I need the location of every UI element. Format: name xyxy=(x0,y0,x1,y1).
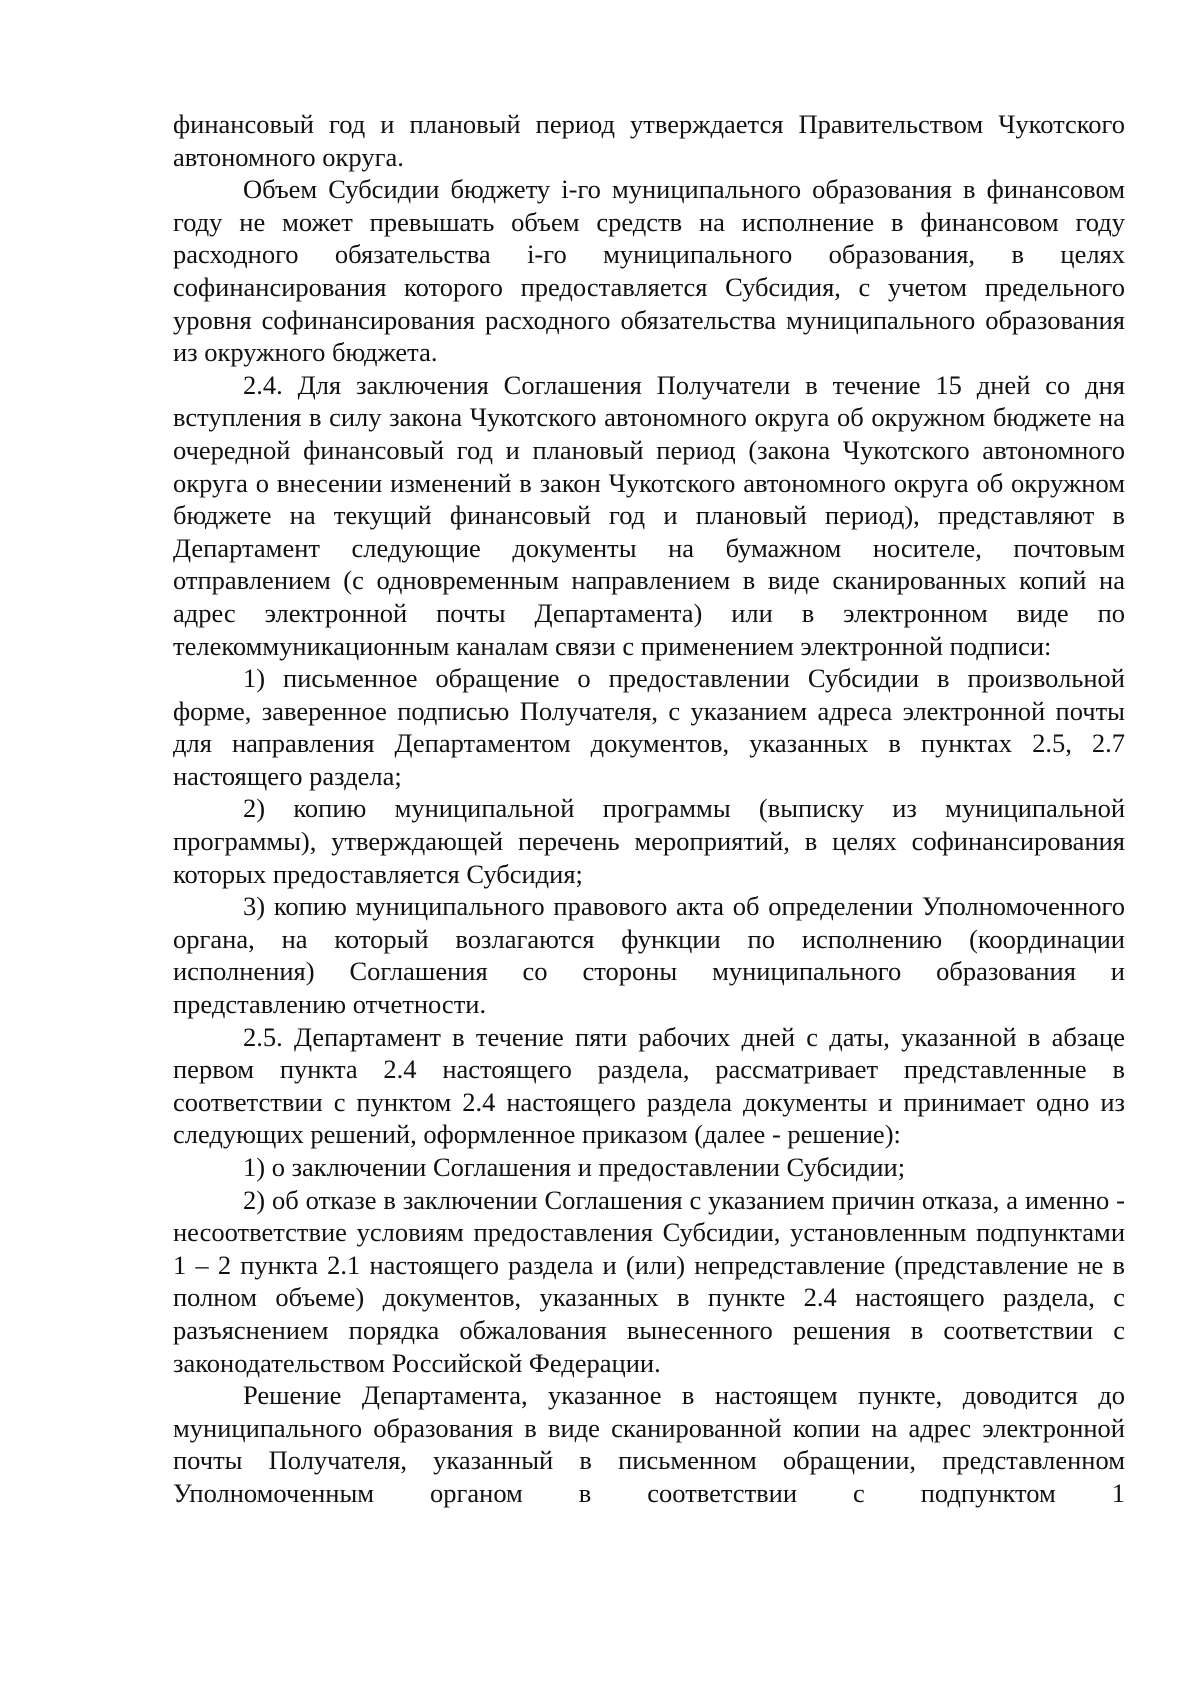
paragraph-decision-notice: Решение Департамента, указанное в настоящем пункте, доводится до муниципального образования в виде сканированной копии на адрес электронной почты Получателя, указанный в письменном обращении, представленном Уполномоченным органом в соответствии с подпунктом 1 xyxy=(173,1380,1125,1508)
document-body xyxy=(173,108,1125,1510)
paragraph-2-5: 2.5. Департамент в течение пяти рабочих дней с даты, указанной в абзаце первом пункта 2.4 настоящего раздела, рассматривает представленные в соответствии с пунктом 2.4 настоящего раздела документы и принимает одно из следующих решений, оформленное приказом (далее - решение): xyxy=(173,1021,1125,1150)
list-item-2-5-1: 1) о заключении Соглашения и предоставлении Субсидии; xyxy=(243,1152,906,1182)
paragraph-continuation: финансовый год и плановый период утверждается Правительством Чукотского автономного округа. xyxy=(173,109,1125,172)
paragraph-2-4: 2.4. Для заключения Соглашения Получатели в течение 15 дней со дня вступления в силу закона Чукотского автономного округа об окружном бюджете на очередной финансовый год и плановый период (закона Чукотского автономного округа о внесении изменений в закон Чукотского автономного округа об окружном бюджете на текущий финансовый год и плановый период), представляют в Департамент следующие документы на бумажном носителе, почтовым отправлением (с одновременным направлением в виде сканированных копий на адрес электронной почты Департамента) или в электронном виде по телекоммуникационным каналам связи с применением электронной подписи: xyxy=(173,369,1125,661)
list-item-2-5-2: 2) об отказе в заключении Соглашения с указанием причин отказа, а именно - несоответствие условиям предоставления Субсидии, установленным подпунктами 1 – 2 пункта 2.1 настоящего раздела и (или) непредставление (представление не в полном объеме) документов, указанных в пункте 2.4 настоящего раздела, с разъяснением порядка обжалования вынесенного решения в соответствии с законодательством Российской Федерации. xyxy=(173,1184,1125,1378)
list-item-2-4-1: 1) письменное обращение о предоставлении Субсидии в произвольной форме, заверенное подписью Получателя, с указанием адреса электронной почты для направления Департаментом документов, указанных в пунктах 2.5, 2.7 настоящего раздела; xyxy=(173,663,1125,791)
paragraph-subsidy-volume: Объем Субсидии бюджету i-го муниципального образования в финансовом году не может превышать объем средств на исполнение в финансовом году расходного обязательства i-го муниципального образования, в целях софинансирования которого предоставляется Субсидия, с учетом предельного уровня софинансирования расходного обязательства муниципального образования из окружного бюджета. xyxy=(173,174,1125,368)
list-item-2-4-2: 2) копию муниципальной программы (выписку из муниципальной программы), утверждающей перечень мероприятий, в целях софинансирования которых предоставляется Субсидия; xyxy=(173,793,1125,889)
list-item-2-4-3: 3) копию муниципального правового акта об определении Уполномоченного органа, на который возлагаются функции по исполнению (координации исполнения) Соглашения со стороны муниципального образования и представлению отчетности. xyxy=(173,891,1125,1020)
